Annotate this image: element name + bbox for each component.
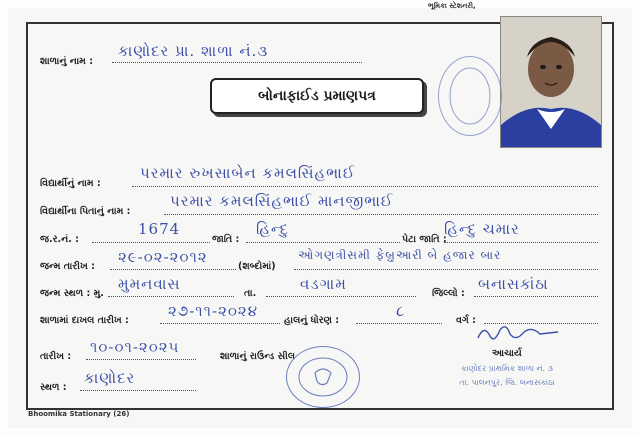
round-seal-image xyxy=(287,347,359,407)
admission-value: ૨૭-૧૧-૨૦૨૪ xyxy=(168,302,259,320)
caste-value: હિન્દુ xyxy=(256,220,289,238)
gr-no-label: જ.ર.નં. : xyxy=(40,234,79,245)
std-line xyxy=(356,323,442,324)
subcaste-line xyxy=(444,242,598,243)
school-line xyxy=(112,62,362,63)
principal-stamp-line1: કાણોદર પ્રાથમિક શાળા નં. ૩ xyxy=(461,364,553,373)
principal-label: આચાર્ય xyxy=(492,348,522,359)
seal-label: શાળાનું રાઉન્ડ સીલ xyxy=(220,351,296,362)
student-name-value: પરમાર રુખસાબેન કમલસિંહભાઈ xyxy=(140,164,356,182)
footer-publisher: Bhoomika Stationary (26) xyxy=(28,410,130,418)
admission-line xyxy=(160,323,280,324)
district-line xyxy=(474,296,598,297)
date-value: ૧૦-૦૧-૨૦૨૫ xyxy=(90,338,180,356)
dob-line xyxy=(110,269,236,270)
publisher-header: ભૂમિકા સ્ટેશનરી, xyxy=(428,2,476,10)
taluka-label: તા. xyxy=(244,288,257,299)
caste-line xyxy=(246,242,400,243)
gr-no-line xyxy=(92,242,210,243)
place-value: કાણોદર xyxy=(84,369,136,387)
subcaste-label: પેટા જાતિ : xyxy=(402,234,447,245)
father-name-label: વિદ્યાર્થીના પિતાનું નામ : xyxy=(40,206,131,217)
school-value: કાણોદર પ્રા. શાળા નં.૩ xyxy=(118,42,269,60)
caste-label: જાતિ : xyxy=(212,234,240,245)
student-photo xyxy=(500,16,602,148)
school-label: શાળાનું નામ : xyxy=(40,56,93,67)
principal-stamp xyxy=(404,356,610,392)
taluka-line xyxy=(266,296,416,297)
district-value: બનાસકાંઠા xyxy=(478,275,549,293)
dob-words-label: (શબ્દોમાં) xyxy=(238,261,276,272)
subcaste-value: હિન્દુ ચમાર xyxy=(444,220,520,238)
round-seal-stamp xyxy=(286,346,360,408)
birthplace-line xyxy=(108,296,234,297)
date-label: તારીખ : xyxy=(40,351,72,362)
photo-seal-stamp xyxy=(438,56,502,136)
principal-signature xyxy=(474,320,564,346)
district-label: જિલ્લો : xyxy=(432,288,465,299)
principal-signature-image xyxy=(474,320,564,346)
dob-words-line xyxy=(294,269,598,270)
photo-seal-image xyxy=(439,57,501,135)
birthplace-value: મુમનવાસ xyxy=(118,275,181,293)
gr-no-value: 1674 xyxy=(138,220,181,238)
place-line xyxy=(80,390,196,391)
student-photo-image xyxy=(501,17,601,147)
dob-value: ૨૯-૦૨-૨૦૧૨ xyxy=(118,248,208,266)
std-value: ૮ xyxy=(396,302,406,320)
father-name-value: પરમાર કમલસિંહભાઈ માનજીભાઈ xyxy=(170,192,394,210)
admission-label: શાળામાં દાખલ તારીખ : xyxy=(40,315,129,326)
place-label: સ્થળ : xyxy=(40,382,67,393)
dob-words-value: ઓગણત્રીસમી ફેબ્રુઆરી બે હજાર બાર xyxy=(298,248,502,262)
principal-stamp-line2: તા. પાલનપુર, જિ. બનાસકાંઠા xyxy=(459,378,555,387)
date-line xyxy=(86,359,196,360)
std-label: હાલનું ધોરણ : xyxy=(284,315,340,326)
taluka-value: વડગામ xyxy=(300,275,347,293)
student-name-label: વિદ્યાર્થીનું નામ : xyxy=(40,178,101,189)
student-name-line xyxy=(132,186,598,187)
father-name-line xyxy=(164,214,598,215)
class-label: વર્ગ : xyxy=(456,315,476,326)
certificate-title: બોનાફાઈડ પ્રમાણપત્ર xyxy=(210,78,424,114)
birthplace-label: જન્મ સ્થળ : મુ. xyxy=(40,288,104,299)
dob-label: જન્મ તારીખ : xyxy=(40,261,95,272)
